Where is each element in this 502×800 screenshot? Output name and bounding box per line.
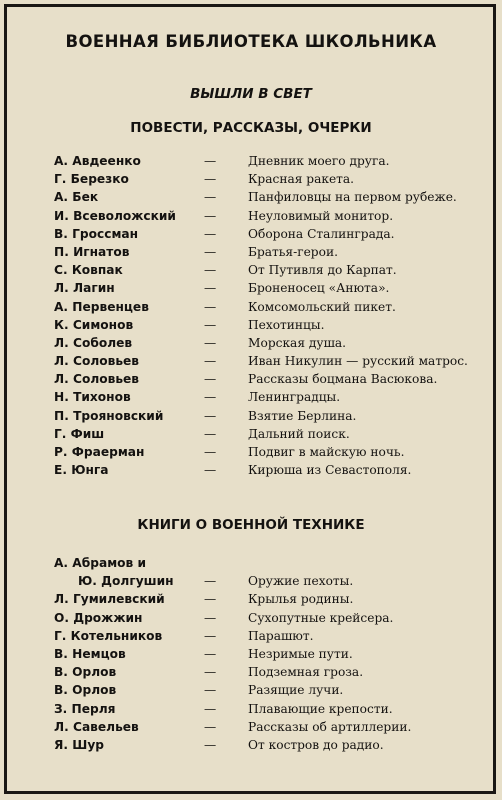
book-author: Г. Фиш xyxy=(54,426,105,441)
book-author: Н. Тихонов xyxy=(54,390,131,405)
book-author: Г. Березко xyxy=(54,172,129,187)
dash-separator: — xyxy=(204,390,217,405)
book-author: В. Гроссман xyxy=(54,226,139,241)
book-title: Плавающие крепости. xyxy=(248,701,393,716)
book-author: С. Ковпак xyxy=(54,263,123,278)
dash-separator: — xyxy=(204,263,217,278)
list-item xyxy=(0,370,502,388)
list-item xyxy=(0,298,502,316)
dash-separator: — xyxy=(204,372,217,387)
book-title: Сухопутные крейсера. xyxy=(248,610,394,625)
list-item xyxy=(0,207,502,225)
book-author: Л. Соболев xyxy=(54,335,133,350)
book-author: Л. Соловьев xyxy=(54,354,140,369)
dash-separator: — xyxy=(204,683,217,698)
book-author: В. Орлов xyxy=(54,665,117,680)
book-author: Л. Лагин xyxy=(54,281,115,296)
dash-separator: — xyxy=(204,463,217,478)
book-title: Крылья родины. xyxy=(248,592,354,607)
list-item xyxy=(0,388,502,406)
book-author: Л. Савельев xyxy=(54,719,139,734)
book-author: Л. Соловьев xyxy=(54,372,140,387)
list-item xyxy=(0,334,502,352)
dash-separator: — xyxy=(204,172,217,187)
list-item xyxy=(0,681,502,699)
book-author: И. Всеволожский xyxy=(54,208,176,223)
book-title: Броненосец «Анюта». xyxy=(248,281,390,296)
book-title: Кирюша из Севастополя. xyxy=(248,463,412,478)
book-title: Разящие лучи. xyxy=(248,683,344,698)
page-title: ВОЕННАЯ БИБЛИОТЕКА ШКОЛЬНИКА xyxy=(65,32,437,51)
book-title: От Путивля до Карпат. xyxy=(248,263,397,278)
book-title: Иван Никулин — русский матрос. xyxy=(248,354,468,369)
book-title: Комсомольский пикет. xyxy=(248,299,396,314)
book-title: Подземная гроза. xyxy=(248,665,364,680)
book-title: Незримые пути. xyxy=(248,646,353,661)
book-author: Я. Шур xyxy=(54,737,104,752)
dash-separator: — xyxy=(204,646,217,661)
book-title: Дальний поиск. xyxy=(248,426,350,441)
dash-separator: — xyxy=(204,299,217,314)
book-title: Подвиг в майскую ночь. xyxy=(248,445,405,459)
book-author: Р. Фраерман xyxy=(54,445,145,459)
book-author: А. Первенцев xyxy=(54,299,149,314)
book-title: Красная ракета. xyxy=(248,172,355,187)
book-title: Пехотинцы. xyxy=(248,317,325,332)
dash-separator: — xyxy=(204,719,217,734)
list-item xyxy=(0,627,502,645)
dash-separator: — xyxy=(204,226,217,241)
list-item xyxy=(0,645,502,663)
page-subtitle: ВЫШЛИ В СВЕТ xyxy=(190,86,312,102)
list-item xyxy=(0,316,502,334)
list-item xyxy=(0,261,502,279)
list-item xyxy=(0,572,502,590)
dash-separator: — xyxy=(204,701,217,716)
book-title: Оборона Сталинграда. xyxy=(248,226,395,241)
dash-separator: — xyxy=(204,317,217,332)
book-title: От костров до радио. xyxy=(248,737,384,752)
dash-separator: — xyxy=(204,244,217,259)
book-author: Е. Юнга xyxy=(54,463,109,478)
book-author: Ю. Долгушин xyxy=(78,574,174,589)
book-title: Ленинградцы. xyxy=(248,390,341,405)
section-heading-technology: КНИГИ О ВОЕННОЙ ТЕХНИКЕ xyxy=(137,517,365,533)
book-list-technology xyxy=(0,554,502,754)
book-title: Взятие Берлина. xyxy=(248,408,357,423)
book-title: Рассказы боцмана Васюкова. xyxy=(248,372,438,387)
list-item xyxy=(0,407,502,425)
section-heading-stories: ПОВЕСТИ, РАССКАЗЫ, ОЧЕРКИ xyxy=(130,120,372,136)
book-author: Г. Котельников xyxy=(54,628,163,643)
list-item xyxy=(0,590,502,608)
list-item xyxy=(0,243,502,261)
book-title: Дневник моего друга. xyxy=(248,154,390,168)
book-author: А. Бек xyxy=(54,190,99,205)
book-author: З. Перля xyxy=(54,701,116,716)
book-author: А. Авдеенко xyxy=(54,154,141,168)
list-item xyxy=(0,352,502,370)
list-item xyxy=(0,554,502,572)
list-item xyxy=(0,718,502,736)
book-list-stories xyxy=(0,152,502,479)
dash-separator: — xyxy=(204,426,217,441)
dash-separator: — xyxy=(204,592,217,607)
dash-separator: — xyxy=(204,354,217,369)
dash-separator: — xyxy=(204,628,217,643)
list-item xyxy=(0,170,502,188)
list-item xyxy=(0,700,502,718)
book-author: О. Дрожжин xyxy=(54,610,143,625)
book-title: Неуловимый монитор. xyxy=(248,208,394,223)
dash-separator: — xyxy=(204,574,217,589)
book-title: Оружие пехоты. xyxy=(248,574,354,589)
dash-separator: — xyxy=(204,281,217,296)
list-item xyxy=(0,443,502,461)
book-title: Панфиловцы на первом рубеже. xyxy=(248,190,457,205)
list-item xyxy=(0,425,502,443)
book-author: В. Орлов xyxy=(54,683,117,698)
list-item xyxy=(0,188,502,206)
list-item xyxy=(0,461,502,479)
dash-separator: — xyxy=(204,208,217,223)
list-item xyxy=(0,663,502,681)
dash-separator: — xyxy=(204,154,217,168)
dash-separator: — xyxy=(204,737,217,752)
book-title: Морская душа. xyxy=(248,335,347,350)
dash-separator: — xyxy=(204,335,217,350)
list-item xyxy=(0,609,502,627)
book-author: П. Трояновский xyxy=(54,408,164,423)
dash-separator: — xyxy=(204,190,217,205)
book-author: П. Игнатов xyxy=(54,244,130,259)
book-title: Рассказы об артиллерии. xyxy=(248,719,412,734)
book-author: В. Немцов xyxy=(54,646,126,661)
book-author: Л. Гумилевский xyxy=(54,592,165,607)
dash-separator: — xyxy=(204,408,217,423)
book-title: Парашют. xyxy=(248,628,314,643)
list-item xyxy=(0,279,502,297)
book-title: Братья-герои. xyxy=(248,244,338,259)
dash-separator: — xyxy=(204,665,217,680)
dash-separator: — xyxy=(204,610,217,625)
book-author: А. Абрамов и xyxy=(54,556,147,570)
list-item xyxy=(0,152,502,170)
list-item xyxy=(0,736,502,754)
list-item xyxy=(0,225,502,243)
book-author: К. Симонов xyxy=(54,317,134,332)
dash-separator: — xyxy=(204,445,217,459)
